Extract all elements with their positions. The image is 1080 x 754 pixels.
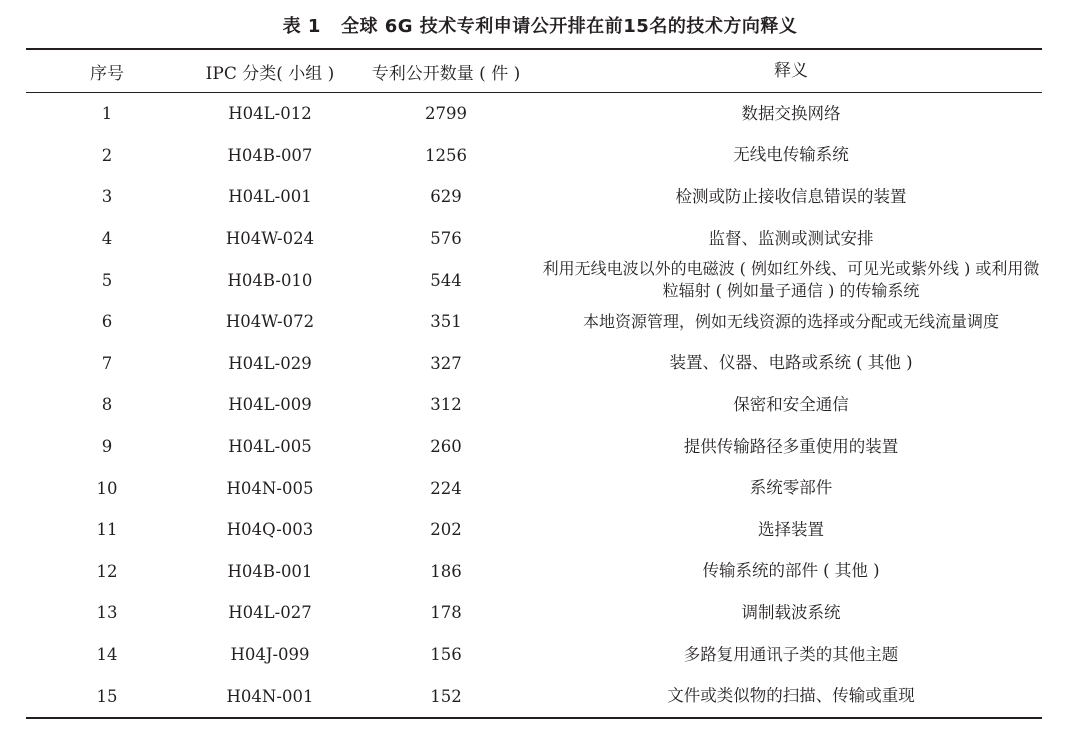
cell-ipc: H04W-024: [225, 229, 315, 249]
cell-serial: 11: [96, 520, 118, 540]
cell-serial: 4: [101, 229, 113, 249]
cell-description: 监督、监测或测试安排: [708, 228, 874, 248]
cell-ipc: H04L-029: [228, 353, 312, 373]
cell-description: 数据交换网络: [741, 103, 841, 123]
table-header-row: [26, 50, 1042, 93]
cell-serial: 9: [101, 437, 113, 457]
cell-ipc: H04L-001: [228, 187, 312, 207]
table-row: [26, 426, 1042, 468]
cell-ipc: H04N-001: [226, 686, 314, 706]
cell-count: 327: [430, 353, 462, 373]
cell-description: 本地资源管理，例如无线资源的选择或分配或无线流量调度: [582, 311, 999, 331]
cell-serial: 14: [96, 645, 118, 665]
cell-serial: 15: [96, 686, 118, 706]
cell-serial: 10: [96, 478, 118, 498]
cell-ipc: H04B-001: [227, 561, 313, 581]
table-row: [26, 259, 1042, 301]
cell-description: 检测或防止接收信息错误的装置: [675, 186, 907, 206]
cell-ipc: H04Q-003: [226, 520, 314, 540]
cell-description: 装置、仪器、电路或系统 ( 其他 ): [669, 353, 913, 373]
cell-serial: 6: [101, 312, 113, 332]
cell-serial: 3: [101, 187, 113, 207]
table-row: [26, 93, 1042, 135]
cell-description: 调制载波系统: [741, 602, 841, 622]
patent-table: [26, 48, 1042, 719]
table-body: [26, 93, 1042, 717]
table-row: [26, 384, 1042, 426]
cell-description: 多路复用通讯子类的其他主题: [683, 644, 899, 664]
cell-count: 152: [430, 686, 462, 706]
cell-ipc: H04B-007: [227, 145, 313, 165]
header-ipc: IPC 分类( 小组 ): [205, 63, 335, 84]
cell-ipc: H04L-027: [228, 603, 312, 623]
cell-ipc: H04W-072: [225, 312, 315, 332]
cell-serial: 13: [96, 603, 118, 623]
cell-description: 文件或类似物的扫描、传输或重现: [667, 686, 915, 706]
cell-count: 202: [430, 520, 462, 540]
cell-description: 选择装置: [758, 519, 824, 539]
cell-serial: 1: [101, 104, 113, 124]
cell-ipc: H04L-009: [228, 395, 312, 415]
cell-count: 156: [430, 645, 462, 665]
cell-serial: 5: [101, 270, 113, 290]
table-row: [26, 467, 1042, 509]
table-caption: [0, 12, 1080, 38]
cell-count: 224: [430, 478, 462, 498]
cell-count: 2799: [425, 104, 467, 124]
cell-count: 186: [430, 561, 462, 581]
cell-serial: 8: [101, 395, 113, 415]
cell-description: 无线电传输系统: [733, 145, 849, 165]
cell-description: 利用无线电波以外的电磁波 ( 例如红外线、可见光或紫外线 ) 或利用微粒辐射 ( 例如量子通信 ) 的传输系统: [542, 259, 1040, 301]
table-row: [26, 675, 1042, 717]
table-title: 全球 6G 技术专利申请公开排在前15名的技术方向释义: [340, 16, 798, 37]
cell-count: 1256: [425, 145, 467, 165]
table-row: [26, 301, 1042, 343]
cell-count: 351: [430, 312, 462, 332]
table-row: [26, 218, 1042, 260]
cell-description: 系统零部件: [749, 478, 833, 498]
cell-count: 576: [430, 229, 462, 249]
cell-description: 传输系统的部件 ( 其他 ): [702, 561, 880, 581]
cell-description: 提供传输路径多重使用的装置: [683, 436, 899, 456]
cell-ipc: H04L-012: [228, 104, 312, 124]
cell-count: 544: [430, 270, 462, 290]
cell-ipc: H04N-005: [226, 478, 314, 498]
cell-count: 178: [430, 603, 462, 623]
table-row: [26, 135, 1042, 177]
table-row: [26, 176, 1042, 218]
cell-ipc: H04J-099: [230, 645, 310, 665]
cell-serial: 7: [101, 353, 113, 373]
table-row: [26, 343, 1042, 385]
table-number: 表 1: [282, 16, 321, 37]
table-row: [26, 509, 1042, 551]
table-row: [26, 634, 1042, 676]
header-description: 释义: [774, 61, 808, 81]
cell-count: 312: [430, 395, 462, 415]
cell-ipc: H04B-010: [227, 270, 313, 290]
cell-serial: 2: [101, 145, 113, 165]
cell-count: 260: [430, 437, 462, 457]
header-count: 专利公开数量 ( 件 ): [371, 63, 521, 84]
cell-description: 保密和安全通信: [733, 394, 849, 414]
table-row: [26, 551, 1042, 593]
table-row: [26, 592, 1042, 634]
header-serial: 序号: [90, 63, 124, 84]
cell-count: 629: [430, 187, 462, 207]
cell-ipc: H04L-005: [228, 437, 312, 457]
cell-serial: 12: [96, 561, 118, 581]
